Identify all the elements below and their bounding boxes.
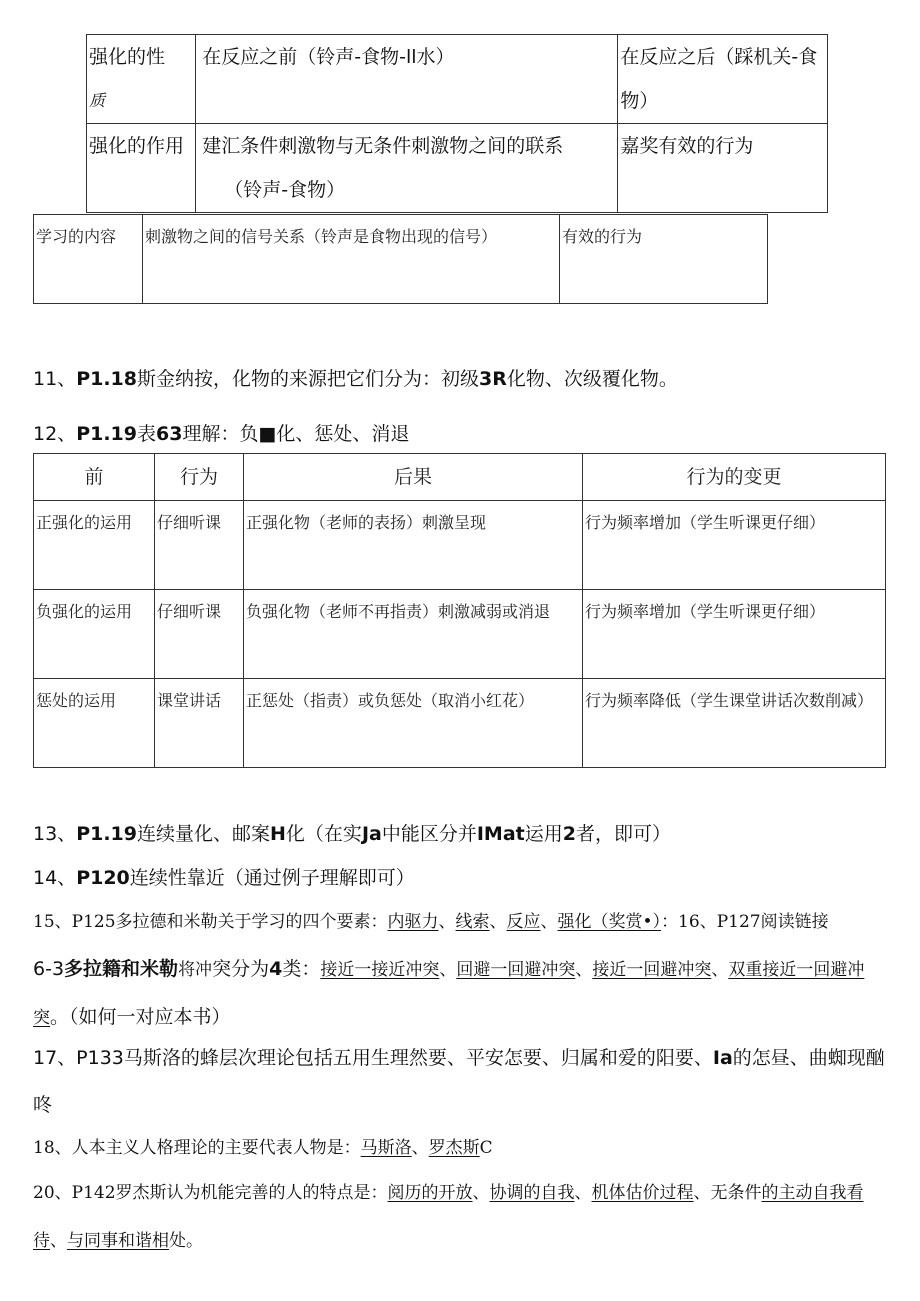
item-text: 者，即可） bbox=[575, 823, 671, 845]
item-text: 17、P133马斯洛的蜂层次理论包括五用生理然要、平安怎要、归属和爱的阳要、 bbox=[33, 1047, 713, 1069]
table-cell: 正惩处（指责）或负惩处（取消小红花） bbox=[244, 679, 583, 768]
item-bold: 3R bbox=[479, 368, 507, 390]
item-number: 12、 bbox=[33, 423, 77, 445]
item-text: 类： bbox=[282, 958, 321, 980]
cell-text: （铃声-食物） bbox=[224, 179, 346, 201]
item-number: 13、 bbox=[33, 823, 77, 845]
item-text: C bbox=[479, 1138, 493, 1158]
item-text: 。（如何一对应本书） bbox=[50, 1006, 231, 1028]
table-cell: 行为频率增加（学生听课更仔细） bbox=[583, 590, 886, 679]
item-text: 20、P142罗杰斯认为机能完善的人的特点是： bbox=[33, 1183, 388, 1203]
item-number: 11、 bbox=[33, 368, 77, 390]
table-cell: 仔细听课 bbox=[155, 590, 244, 679]
table-cell: 学习的内容 bbox=[34, 215, 143, 304]
table-cell: 负强化物（老师不再指责）刺激减弱或消退 bbox=[244, 590, 583, 679]
item-text: 理解：负■化、惩处、消退 bbox=[182, 423, 410, 445]
table-cell: 负强化的运用 bbox=[34, 590, 155, 679]
row-label: 强化的性 bbox=[89, 46, 166, 68]
item-14 bbox=[33, 863, 893, 890]
key-term: 阅历的开放 bbox=[387, 1183, 473, 1203]
table-row bbox=[87, 124, 828, 213]
table-cell: 仔细听课 bbox=[155, 501, 244, 590]
page-ref: P1.19 bbox=[76, 823, 137, 845]
table-row bbox=[34, 590, 886, 679]
key-term: 协调的自我 bbox=[489, 1183, 575, 1203]
table-cell: 惩处的运用 bbox=[34, 679, 155, 768]
table-cell: 行为频率降低（学生课堂讲话次数削减） bbox=[583, 679, 886, 768]
table-cell: 强化的作用 bbox=[87, 124, 196, 213]
key-term: 反应 bbox=[506, 912, 541, 932]
table-cell bbox=[196, 124, 618, 213]
column-header: 行为 bbox=[155, 454, 244, 501]
table-cell: 在反应之后（踩机关-食物） bbox=[618, 35, 828, 124]
item-11 bbox=[33, 364, 893, 391]
page-ref: P1.18 bbox=[76, 368, 137, 390]
item-18 bbox=[33, 1124, 893, 1172]
separator: 、 bbox=[439, 960, 457, 980]
item-text: 表 bbox=[137, 423, 157, 445]
item-bold: Ia bbox=[712, 1047, 733, 1069]
item-bold: 4 bbox=[269, 958, 283, 980]
item-12 bbox=[33, 419, 893, 446]
item-number: 14、 bbox=[33, 867, 77, 889]
separator: 、 bbox=[50, 1231, 67, 1251]
item-17 bbox=[33, 1035, 893, 1129]
key-term: 罗杰斯 bbox=[428, 1138, 480, 1158]
item-bold: IMat bbox=[476, 823, 525, 845]
column-header: 后果 bbox=[244, 454, 583, 501]
item-text: 斯金纳按，化物的来源把它们分为：初级 bbox=[137, 368, 480, 390]
item-text: 连续量化、邮案 bbox=[137, 823, 271, 845]
item-bold: H bbox=[270, 823, 286, 845]
table-cell: 课堂讲话 bbox=[155, 679, 244, 768]
item-text: ：16、P127阅读链接 bbox=[661, 912, 829, 932]
key-term: 接近一接近冲突 bbox=[320, 960, 440, 980]
key-term: 与同事和谐相 bbox=[67, 1231, 169, 1251]
table-row bbox=[87, 35, 828, 124]
item-text: 18、人本主义人格理论的主要代表人物是： bbox=[33, 1138, 361, 1158]
item-text: 的怎昼、曲蜘现酗咚 bbox=[33, 1047, 885, 1116]
separator: 、 bbox=[472, 1183, 490, 1203]
reinforcement-types-table bbox=[33, 453, 886, 768]
table-cell: 有效的行为 bbox=[560, 215, 768, 304]
table-row bbox=[34, 679, 886, 768]
table-row bbox=[34, 215, 768, 304]
key-term: 的主动自我看待 bbox=[33, 1183, 864, 1251]
table-cell: 正强化的运用 bbox=[34, 501, 155, 590]
item-bold: 多拉籍和米勒 bbox=[64, 958, 179, 980]
item-text: 突分为 bbox=[212, 958, 270, 980]
item-text: 、无条件 bbox=[693, 1183, 762, 1203]
reinforcement-comparison-table bbox=[86, 34, 828, 213]
table-cell bbox=[87, 35, 196, 124]
table-header-row bbox=[34, 454, 886, 501]
page-ref: P1.19 bbox=[76, 423, 137, 445]
item-text: 处。 bbox=[169, 1231, 203, 1251]
table-cell: 刺激物之间的信号关系（铃声是食物出现的信号） bbox=[143, 215, 560, 304]
item-text: 将冲 bbox=[178, 960, 213, 980]
item-text: 6-3 bbox=[33, 958, 65, 980]
key-term: 机体估价过程 bbox=[591, 1183, 694, 1203]
table-cell: 嘉奖有效的行为 bbox=[618, 124, 828, 213]
item-bold: 2 bbox=[562, 823, 576, 845]
table-row bbox=[34, 501, 886, 590]
item-text: 15、P125多拉德和米勒关于学习的四个要素： bbox=[33, 912, 388, 932]
key-term: 线索 bbox=[455, 912, 490, 932]
table-cell: 正强化物（老师的表扬）刺激呈现 bbox=[244, 501, 583, 590]
item-15 bbox=[33, 898, 893, 1042]
separator: 、 bbox=[438, 912, 456, 932]
table-cell: 在反应之前（铃声-食物-ll水） bbox=[196, 35, 618, 124]
key-term: 马斯洛 bbox=[360, 1138, 412, 1158]
item-text: 中能区分并 bbox=[381, 823, 477, 845]
item-20 bbox=[33, 1169, 893, 1265]
item-bold: Ja bbox=[361, 823, 382, 845]
column-header: 行为的变更 bbox=[583, 454, 886, 501]
item-13 bbox=[33, 819, 893, 846]
separator: 、 bbox=[711, 960, 729, 980]
item-bold: 63 bbox=[156, 423, 183, 445]
key-term: 内驱力 bbox=[387, 912, 439, 932]
separator: 、 bbox=[575, 960, 593, 980]
separator: 、 bbox=[411, 1138, 429, 1158]
key-term: 接近一回避冲突 bbox=[592, 960, 712, 980]
item-text: 化（在实 bbox=[285, 823, 362, 845]
item-text: 化物、次级覆化物。 bbox=[506, 368, 678, 390]
separator: 、 bbox=[540, 912, 558, 932]
learning-content-table bbox=[33, 214, 768, 304]
key-term: 强化（奖赏•） bbox=[557, 912, 662, 932]
item-text: 运用 bbox=[524, 823, 563, 845]
separator: 、 bbox=[574, 1183, 592, 1203]
key-term: 回避一回避冲突 bbox=[456, 960, 576, 980]
page-ref: P120 bbox=[76, 867, 130, 889]
table-cell: 行为频率增加（学生听课更仔细） bbox=[583, 501, 886, 590]
row-label-continued: 质 bbox=[89, 91, 106, 110]
column-header: 前 bbox=[34, 454, 155, 501]
separator: 、 bbox=[489, 912, 507, 932]
key-term: 双重接近一回避冲突 bbox=[33, 960, 865, 1028]
item-text: 连续性靠近（通过例子理解即可） bbox=[129, 867, 415, 889]
cell-text: 建汇条件刺激物与无条件刺激物之间的联系 bbox=[202, 135, 564, 157]
